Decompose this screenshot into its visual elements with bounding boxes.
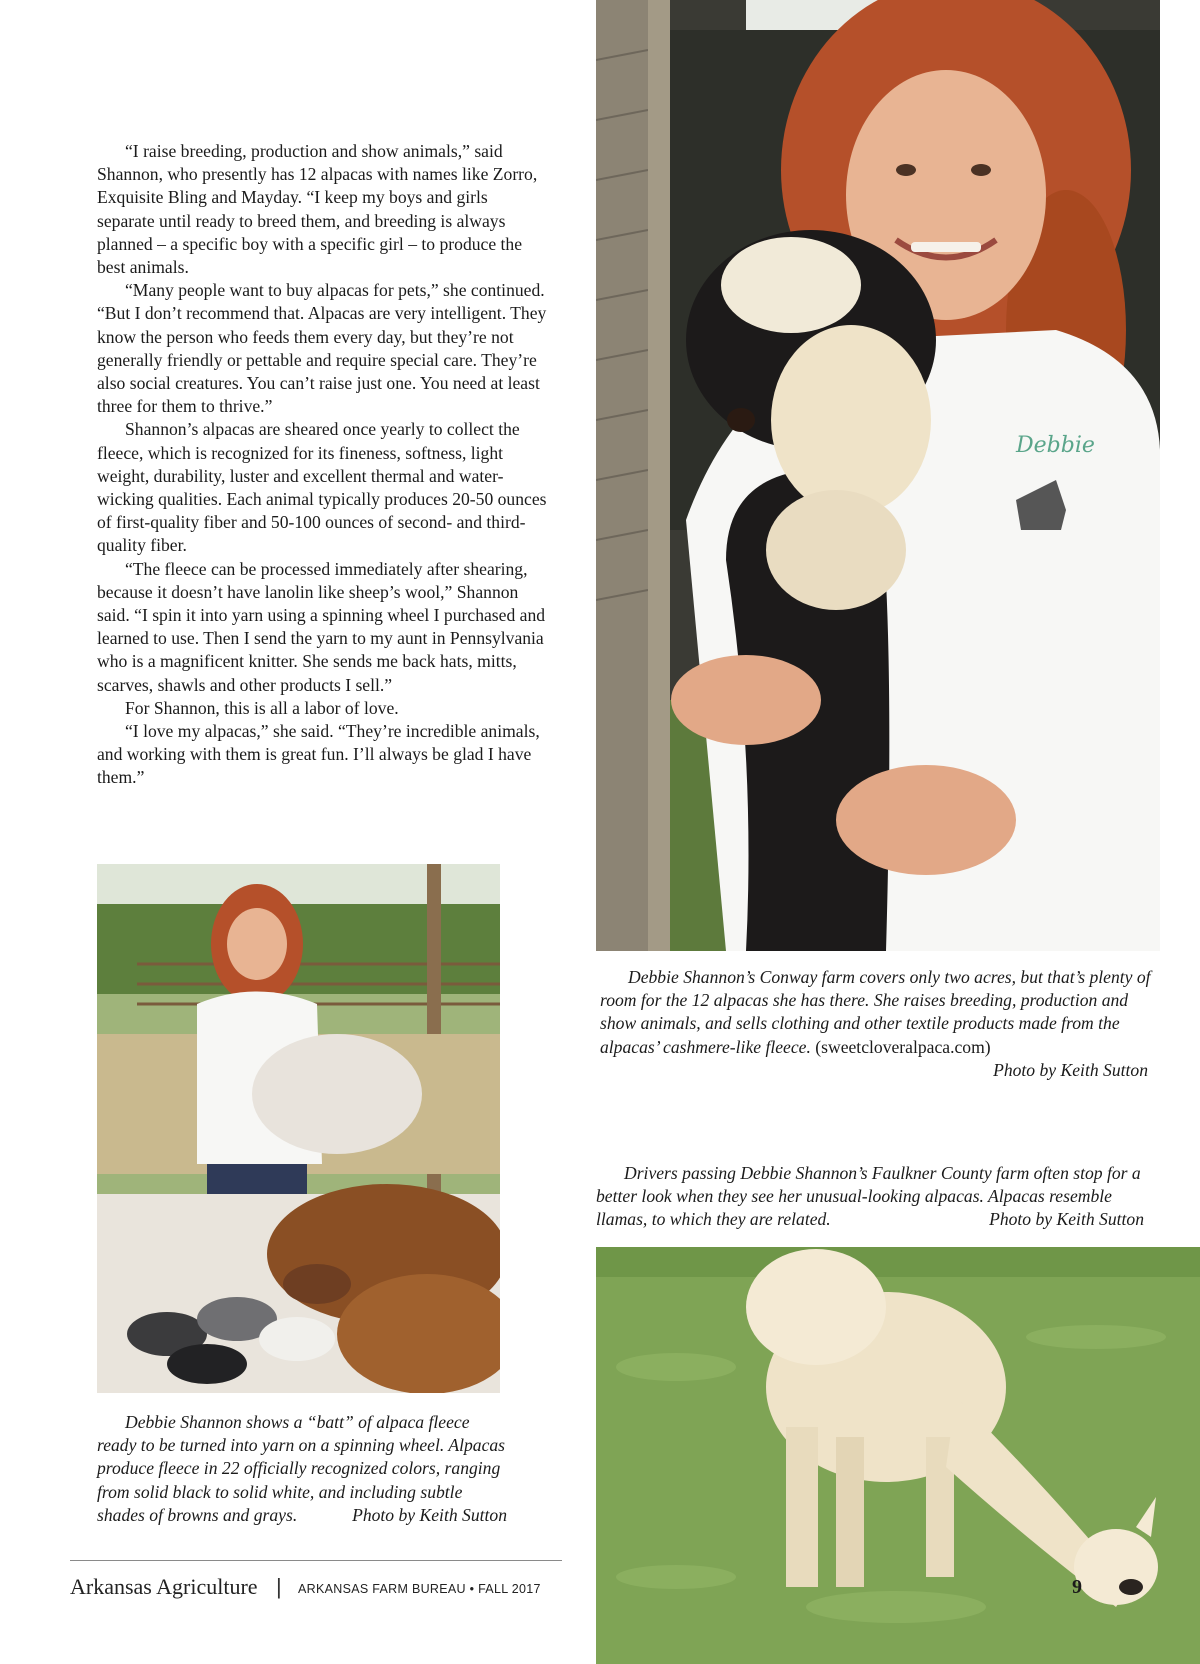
alpaca-caption-text: Drivers passing Debbie Shannon’s Faulkner County farm often stop for a better look when they see her unusual-looking alpacas. Alpacas resemble llamas, to which they are related. [596,1163,1141,1230]
article-paragraph: Shannon’s alpacas are sheared once yearly to collect the fleece, which is recognized for its fineness, softness, light weight, durability, luster and excellent thermal and water-wicking qualities. Each animal typically produces 20-50 ounces of first-quality fiber and 50-100 ounces of second- and third-quality fiber. [97,419,547,556]
fleece-display-photo [97,864,500,1393]
footer-rule [70,1560,562,1561]
fleece-photo-caption [97,1411,507,1527]
article-paragraph: “I love my alpacas,” she said. “They’re incredible animals, and working with them is great fun. I’ll always be glad I have them.” [97,721,540,788]
photo-credit: Photo by Keith Sutton [352,1504,507,1525]
article-paragraph: For Shannon, this is all a labor of love. [125,697,399,718]
shirt-embroidery: Debbie [1016,433,1095,458]
photo-credit: Photo by Keith Sutton [989,1209,1144,1230]
alpaca-photo-caption [596,1162,1156,1232]
magazine-title: Arkansas Agriculture [70,1574,258,1599]
footer-org-issue: ARKANSAS FARM BUREAU • FALL 2017 [298,1582,541,1596]
article-paragraph: “The fleece can be processed immediately after shearing, because it doesn’t have lanolin like sheep’s wool,” Shannon said. “I spin it into yarn using a spinning wheel I purchased and learned to use. Then I send the yarn to my aunt in Pennsylvania who is a magnificent knitter. She sends me back hats, mitts, scarves, shawls and other products I sell.” [97,558,546,695]
grazing-alpaca-photo [596,1247,1200,1664]
fleece-caption-text: Debbie Shannon shows a “batt” of alpaca fleece ready to be turned into yarn on a spinning wheel. Alpacas produce fleece in 22 officially recognized colors, ranging from solid black to solid white, and including subtle shades of browns and grays. [97,1412,506,1525]
main-photo-caption [600,966,1160,1082]
article-paragraph: “I raise breeding, production and show animals,” said Shannon, who presently has 12 alpacas with names like Zorro, Exquisite Bling and Mayday. “I keep my boys and girls separate until ready to breed them, and breeding is always planned – a specific boy with a specific girl – to produce the best animals. [97,141,538,278]
article-body [97,140,547,790]
caption-url: (sweetcloveralpaca.com) [815,1036,991,1057]
page-number: 9 [1072,1576,1082,1598]
footer-separator: | [276,1574,282,1599]
photo-credit: Photo by Keith Sutton [993,1059,1148,1080]
woman-holding-alpaca-photo [596,0,1160,951]
article-paragraph: “Many people want to buy alpacas for pets,” she continued. “But I don’t recommend that. Alpacas are very intelligent. They know the person who feeds them every day, but they’re not generally friendly or pettable and require special care. They’re also social creatures. You can’t raise just one. You need at least three for them to thrive.” [97,280,547,417]
main-caption-text: Debbie Shannon’s Conway farm covers only two acres, but that’s plenty of room for the 12 alpacas she has there. She raises breeding, production and show animals, and sells clothing and other textile products made from the alpacas’ cashmere-like fleece. [600,967,1151,1057]
